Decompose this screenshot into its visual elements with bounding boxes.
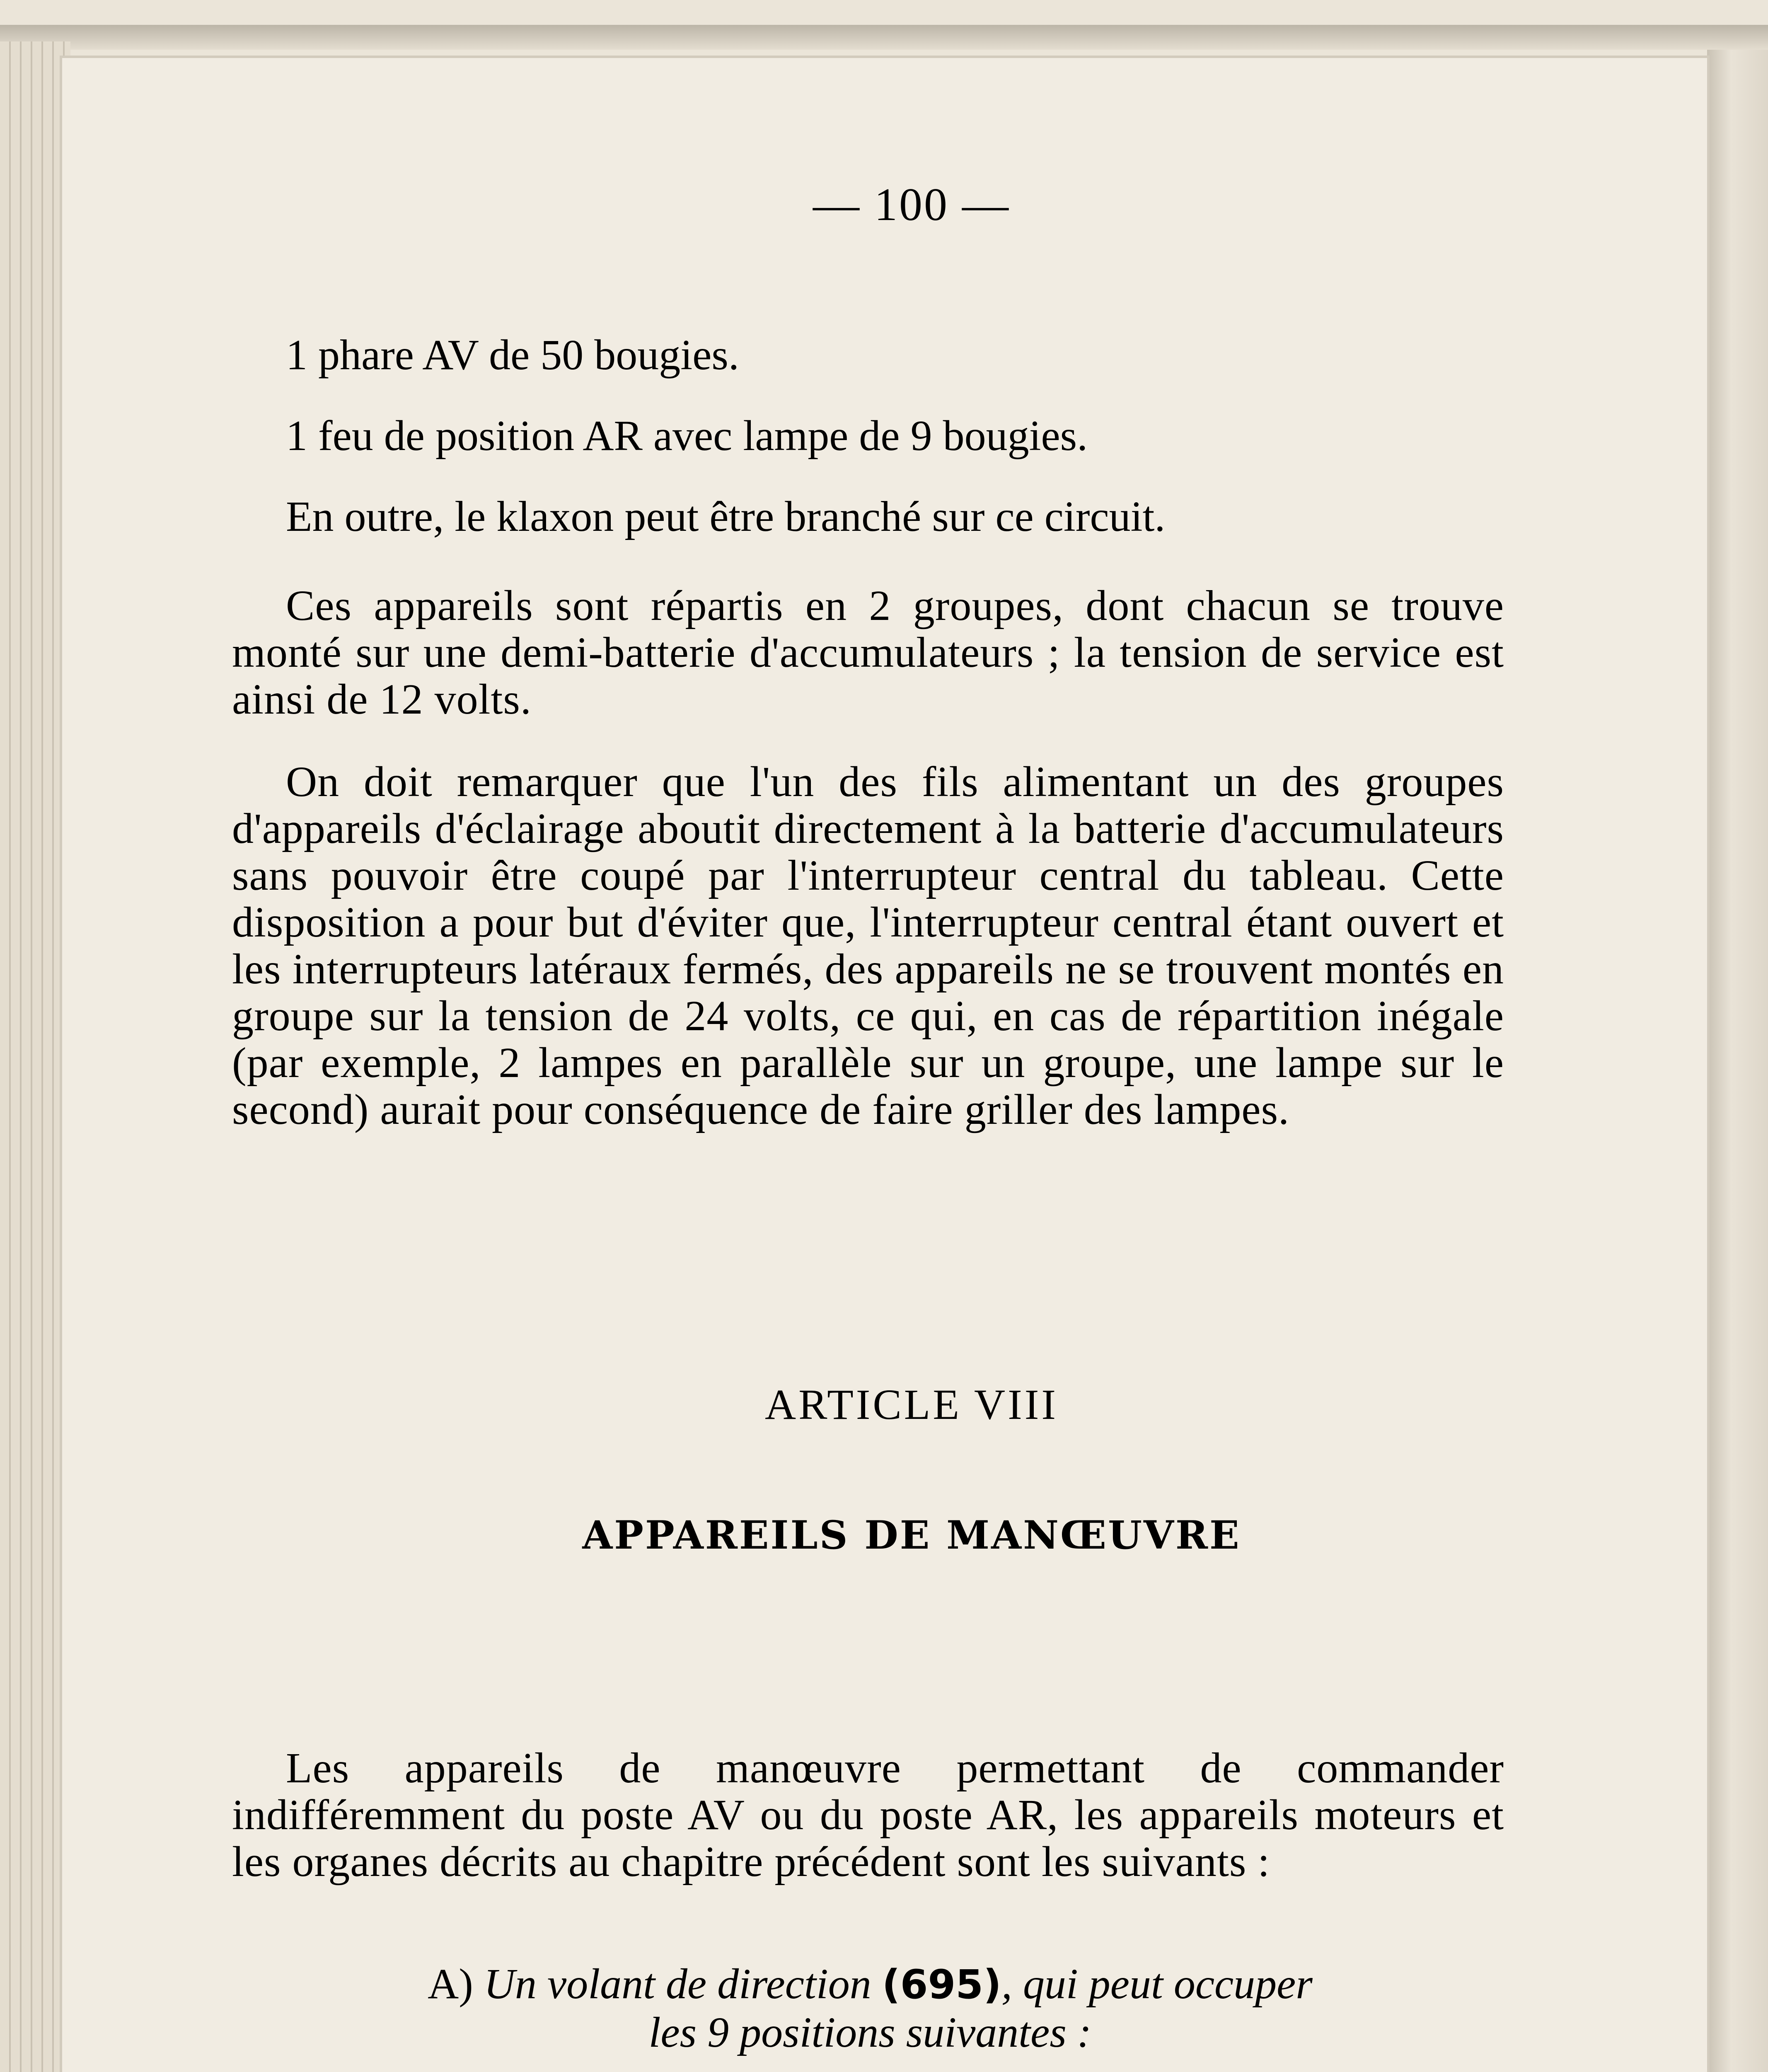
paragraph-2 xyxy=(232,758,1504,1133)
item-a-prefix: A) xyxy=(428,1960,473,2008)
top-shadow xyxy=(0,25,1768,50)
item-a-text1: Un volant de direction xyxy=(484,1960,871,2008)
intro-line-3: En outre, le klaxon peut être branché sur ce circuit. xyxy=(286,493,1166,540)
article-intro xyxy=(232,1745,1504,1885)
intro-line-2: 1 feu de position AR avec lampe de 9 bougies. xyxy=(286,412,1088,460)
item-a-text3: les 9 positions suivantes : xyxy=(648,2009,1092,2056)
item-a-text2: , qui peut occuper xyxy=(1001,1960,1313,2008)
article-label: ARTICLE VIII xyxy=(765,1381,1058,1428)
item-a-ref: (695) xyxy=(882,1961,1001,2008)
item-a xyxy=(290,1960,1450,2056)
section-title: APPAREILS DE MANŒUVRE xyxy=(582,1513,1241,1558)
paragraph-1-text: Ces appareils sont répartis en 2 groupes, dont chacun se trouve monté sur une demi-batterie d'accumulateurs ; la tension de service est ainsi de 12 volts. xyxy=(232,582,1504,723)
page-number: — 100 — xyxy=(813,179,1010,230)
paragraph-2-text: On doit remarquer que l'un des fils alimentant un des groupes d'appareils d'éclairage aboutit directement à la batterie d'accumulateurs sans pouvoir être coupé par l'interrupteur central du tableau. Cette disposition a pour but d'éviter que, l'interrupteur central étant ouvert et les interrupteurs latéraux fermés, des appareils ne se trouvent montés en groupe sur la tension de 24 volts, ce qui, en cas de répartition inégale (par exemple, 2 lampes en parallèle sur un groupe, une lampe sur le second) aurait pour conséquence de faire griller des lampes. xyxy=(232,758,1504,1133)
binding-gutter xyxy=(1707,50,1768,2072)
article-intro-text: Les appareils de manœuvre permettant de commander indifféremment du poste AV ou du poste AR, les appareils moteurs et les organes décrits au chapitre précédent sont les suivants : xyxy=(232,1744,1504,1886)
page-edges xyxy=(0,41,70,2072)
paragraph-1 xyxy=(232,582,1504,723)
intro-line-1: 1 phare AV de 50 bougies. xyxy=(286,331,739,379)
